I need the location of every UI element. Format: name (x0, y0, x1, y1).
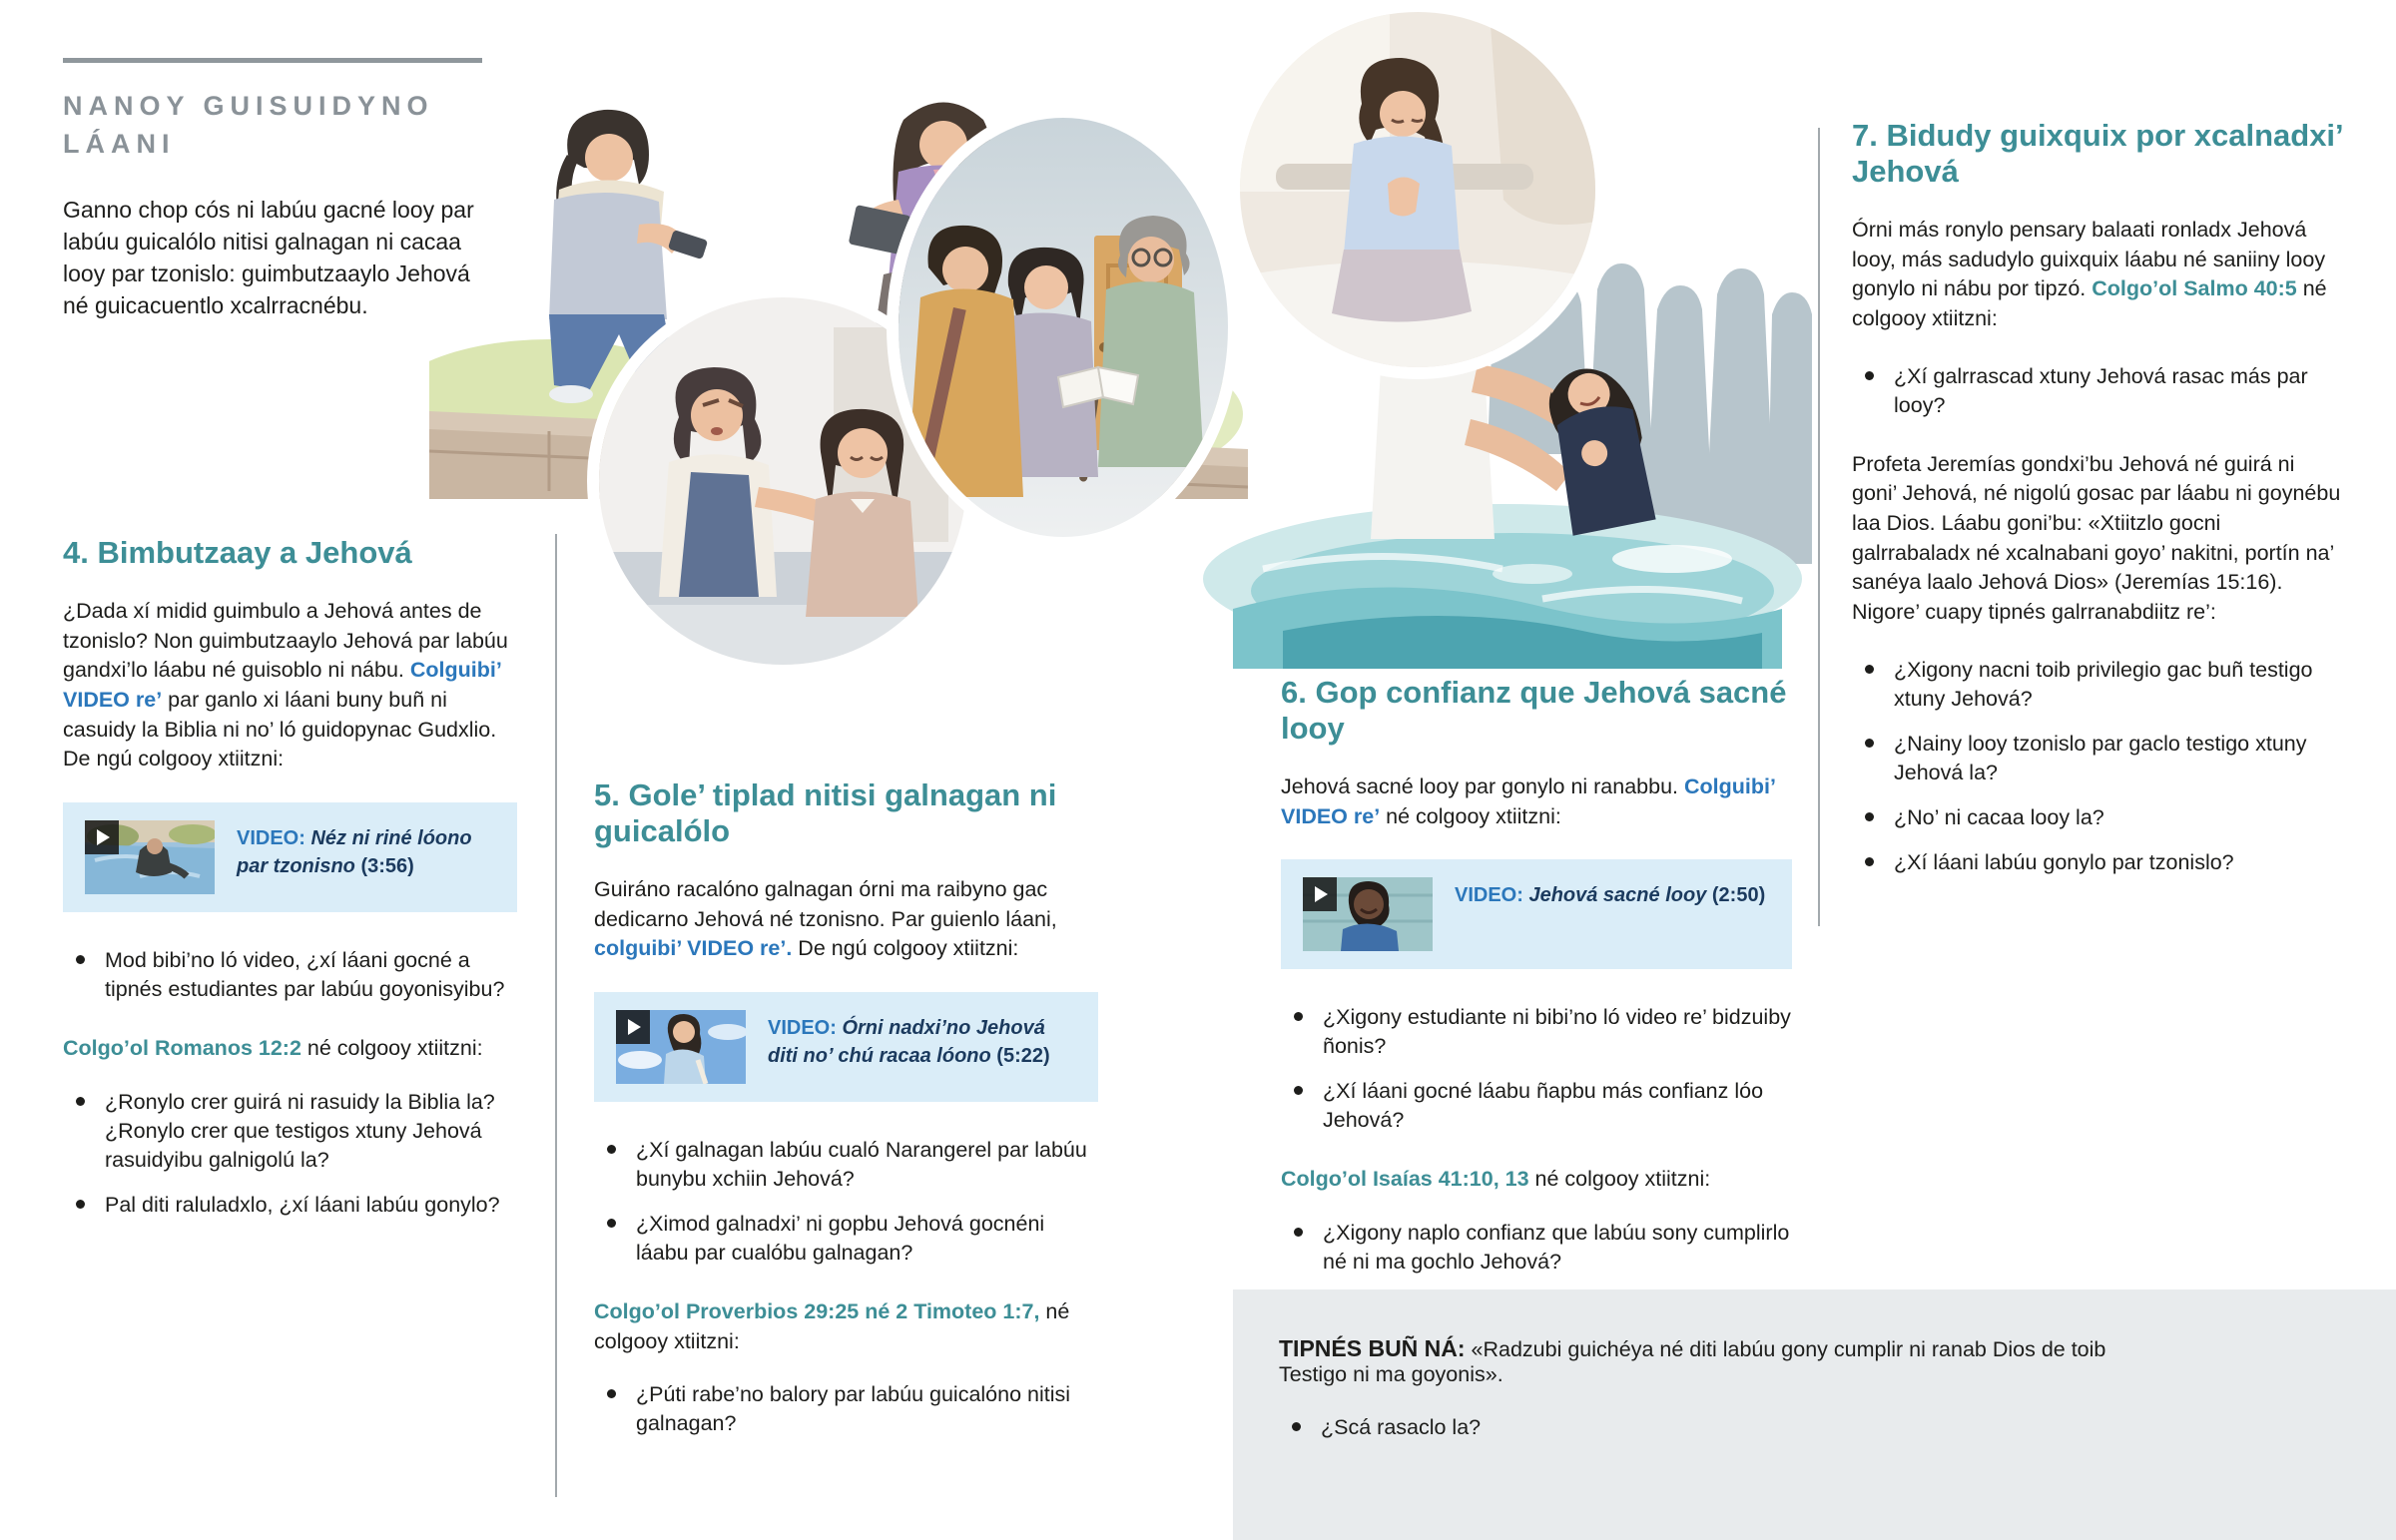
summary-quote-line (1279, 1335, 2137, 1387)
play-icon[interactable] (85, 820, 119, 854)
section-7-paragraph-2: Profeta Jeremías gondxi’bu Jehová né guirá ni goni’ Jehová, né nigolú gosac par láabu ni goynébu laa Dios. Láabu goni’bu: «Xtiitzlo gocni galrrabaladx né xcalnabani goyo’ nakitni, portín na’ sanéya laalo Jehová Dios» (Jeremías 15:16). Nigore’ cuapy tipnés galrranabdiitz re’: (1852, 451, 2341, 624)
summary-box-content (1233, 1289, 2207, 1442)
section-7-paragraph (1852, 216, 2343, 334)
question-item: Pal diti raluladxlo, ¿xí láani labúu gonylo? (63, 1191, 517, 1220)
lesson-kicker: NANOY GUISUIDYNO LÁANI (63, 91, 434, 160)
section-7-text-after: né colgooy xtiitzni: (1852, 276, 2327, 330)
scripture-rest: né colgooy xtiitzni: (594, 1298, 1070, 1353)
video-duration: (2:50) (1711, 884, 1766, 907)
question-item: ¿Xigony nacni toib privilegio gac buñ testigo xtuny Jehová? (1852, 656, 2343, 714)
video-2-caption (768, 1010, 1076, 1070)
question-item: ¿Xí galnagan labúu cualó Narangerel par labúu bunybu xchiin Jehová? (594, 1136, 1098, 1194)
section-4-heading: 4. Bimbutzaay a Jehová (63, 535, 412, 570)
question-item: ¿No’ ni cacaa looy la? (1852, 803, 2343, 832)
section-4 (63, 535, 517, 1250)
section-6-text: Jehová sacné looy par gonylo ni ranabbu. (1281, 773, 1684, 798)
question-item: ¿Ronylo crer guirá ni rasuidy la Biblia la? ¿Ronylo crer que testigos xtuny Jehová rasuidyibu galnigolú la? (63, 1088, 517, 1175)
summary-quote: «Radzubi guichéya né diti labúu gony cumplir ni ranab Dios de toib Testigo ni ma goyonis». (1279, 1337, 2106, 1386)
section-5 (594, 777, 1098, 1468)
summary-box (1233, 1289, 2396, 1540)
question-item: ¿Xí galrrascad xtuny Jehová rasac más par looy? (1852, 362, 2343, 420)
video-label: VIDEO: (768, 1016, 843, 1039)
section-7 (1852, 118, 2343, 907)
video-title[interactable]: Néz ni riné lóono par tzonisno (237, 826, 472, 877)
section-6-video-questions (1281, 1003, 1792, 1135)
question-item: ¿Xí láani gocné láabu ñapbu más confianz lóo Jehová? (1281, 1077, 1792, 1135)
column-divider-right (1818, 128, 1820, 926)
section-7-heading: 7. Bidudy guixquix por xcalnadxi’ Jehová (1852, 118, 2342, 189)
section-4-text-after: par ganlo xi láani buny buñ ni casuidy la Biblia ni no’ ló guidopynac Gudxlio. De ngú colgooy xtiitzni: (63, 687, 497, 771)
section-7-text: Órni más ronylo pensary balaati ronladx Jehová looy, más sadudylo guixquix láabu né saniiny looy gonylo ni nábu por tipzó. (1852, 217, 2326, 301)
question-item: ¿Xigony estudiante ni bibi’no ló video re’ bidzuiby ñonis? (1281, 1003, 1792, 1061)
video-duration: (3:56) (360, 854, 414, 877)
question-item: Mod bibi’no ló video, ¿xí láani gocné a tipnés estudiantes par labúu goyonisyibu? (63, 946, 517, 1004)
lesson-intro-text: Ganno chop cós ni labúu gacné looy par labúu guicalólo nitisi galnagan ni cacaa looy par tzonislo: guimbutzaaylo Jehová né guicacuentlo xcalrracnébu. (63, 196, 474, 319)
video-1-caption (237, 820, 495, 880)
video-3-caption (1455, 877, 1765, 909)
section-4-video-questions (63, 946, 517, 1004)
play-triangle-icon (97, 829, 110, 845)
video-box-3[interactable] (1281, 859, 1792, 969)
section-5-scripture-questions (594, 1380, 1098, 1438)
kicker-rule (63, 58, 482, 63)
play-triangle-icon (628, 1019, 641, 1035)
scripture-rest: né colgooy xtiitzni: (1528, 1167, 1711, 1192)
video-thumbnail-baptism-pool[interactable] (85, 820, 215, 894)
question-item: ¿Xí láani labúu gonylo par tzonislo? (1852, 848, 2343, 877)
section-6-heading: 6. Gop confianz que Jehová sacné looy (1281, 675, 1787, 746)
scripture-ref-link[interactable]: Colgo’ol Proverbios 29:25 né 2 Timoteo 1:7, (594, 1298, 1040, 1323)
column-divider-left (555, 534, 557, 1497)
section-6-paragraph (1281, 772, 1792, 831)
question-item: ¿Púti rabe’no balory par labúu guicalóno nitisi galnagan? (594, 1380, 1098, 1438)
section-4-paragraph (63, 597, 517, 774)
question-item: ¿Scá rasaclo la? (1279, 1413, 2137, 1442)
video-title[interactable]: Órni nadxi’no Jehová diti no’ chú racaa lóono (768, 1016, 1045, 1067)
section-7-final-questions (1852, 656, 2343, 877)
section-5-heading: 5. Gole’ tiplad nitisi galnagan ni guicalólo (594, 777, 1057, 848)
illustration-woman-praying (1240, 12, 1595, 367)
scripture-ref-link[interactable]: Colgo’ol Isaías 41:10, 13 (1281, 1167, 1529, 1192)
section-6-video-link[interactable]: Colguibi’ VIDEO re’ (1281, 773, 1775, 828)
scripture-rest: né colgooy xtiitzni: (300, 1035, 483, 1060)
video-label: VIDEO: (237, 826, 311, 849)
video-label: VIDEO: (1455, 884, 1529, 907)
scripture-ref-link[interactable]: Colgo’ol Romanos 12:2 (63, 1035, 301, 1060)
question-item: ¿Ximod galnadxi’ ni gopbu Jehová gocnéni láabu par cualóbu galnagan? (594, 1210, 1098, 1268)
section-6-scripture-questions (1281, 1219, 1792, 1277)
section-5-video-link[interactable]: colguibi’ VIDEO re’. (594, 936, 793, 961)
video-box-2[interactable] (594, 992, 1098, 1102)
play-triangle-icon (1315, 886, 1328, 902)
section-4-text: ¿Dada xí midid guimbulo a Jehová antes de tzonislo? Non guimbutzaaylo Jehová par labúu gandxi’lo láabu né guisoblo ni nábu. (63, 598, 508, 683)
play-icon[interactable] (1303, 877, 1337, 911)
summary-lead: TIPNÉS BUÑ NÁ: (1279, 1335, 1466, 1361)
play-icon[interactable] (616, 1010, 650, 1044)
summary-questions (1279, 1413, 2137, 1442)
video-duration: (5:22) (996, 1044, 1050, 1067)
section-5-text-after: De ngú colgooy xtiitzni: (792, 936, 1019, 961)
section-5-paragraph (594, 875, 1098, 964)
section-7-first-questions (1852, 362, 2343, 420)
question-item: ¿Xigony naplo confianz que labúu sony cumplirlo né ni ma gochlo Jehová? (1281, 1219, 1792, 1277)
video-thumbnail-smiling-man[interactable] (1303, 877, 1433, 951)
section-6 (1281, 675, 1792, 1306)
section-5-video-questions (594, 1136, 1098, 1268)
section-4-video-link[interactable]: Colguibi’ VIDEO re’ (63, 658, 501, 712)
video-title[interactable]: Jehová sacné looy (1528, 884, 1707, 907)
lesson-intro-block (63, 58, 517, 344)
section-5-text: Guiráno racalóno galnagan órni ma raibyno gac dedicarno Jehová né tzonisno. Par guienlo láani, (594, 876, 1057, 931)
scripture-ref-link[interactable]: Colgo’ol Salmo 40:5 (2092, 276, 2297, 301)
section-6-text-after: né colgooy xtiitzni: (1380, 803, 1561, 828)
video-thumbnail-woman-sky[interactable] (616, 1010, 746, 1084)
section-5-scripture-line (594, 1297, 1098, 1356)
section-6-scripture-line (1281, 1165, 1792, 1195)
section-4-scripture-questions (63, 1088, 517, 1220)
illustration-door-to-door-preaching (898, 118, 1228, 537)
video-box-1[interactable] (63, 802, 517, 912)
section-4-scripture-line (63, 1034, 517, 1064)
question-item: ¿Nainy looy tzonislo par gaclo testigo xtuny Jehová la? (1852, 730, 2343, 787)
